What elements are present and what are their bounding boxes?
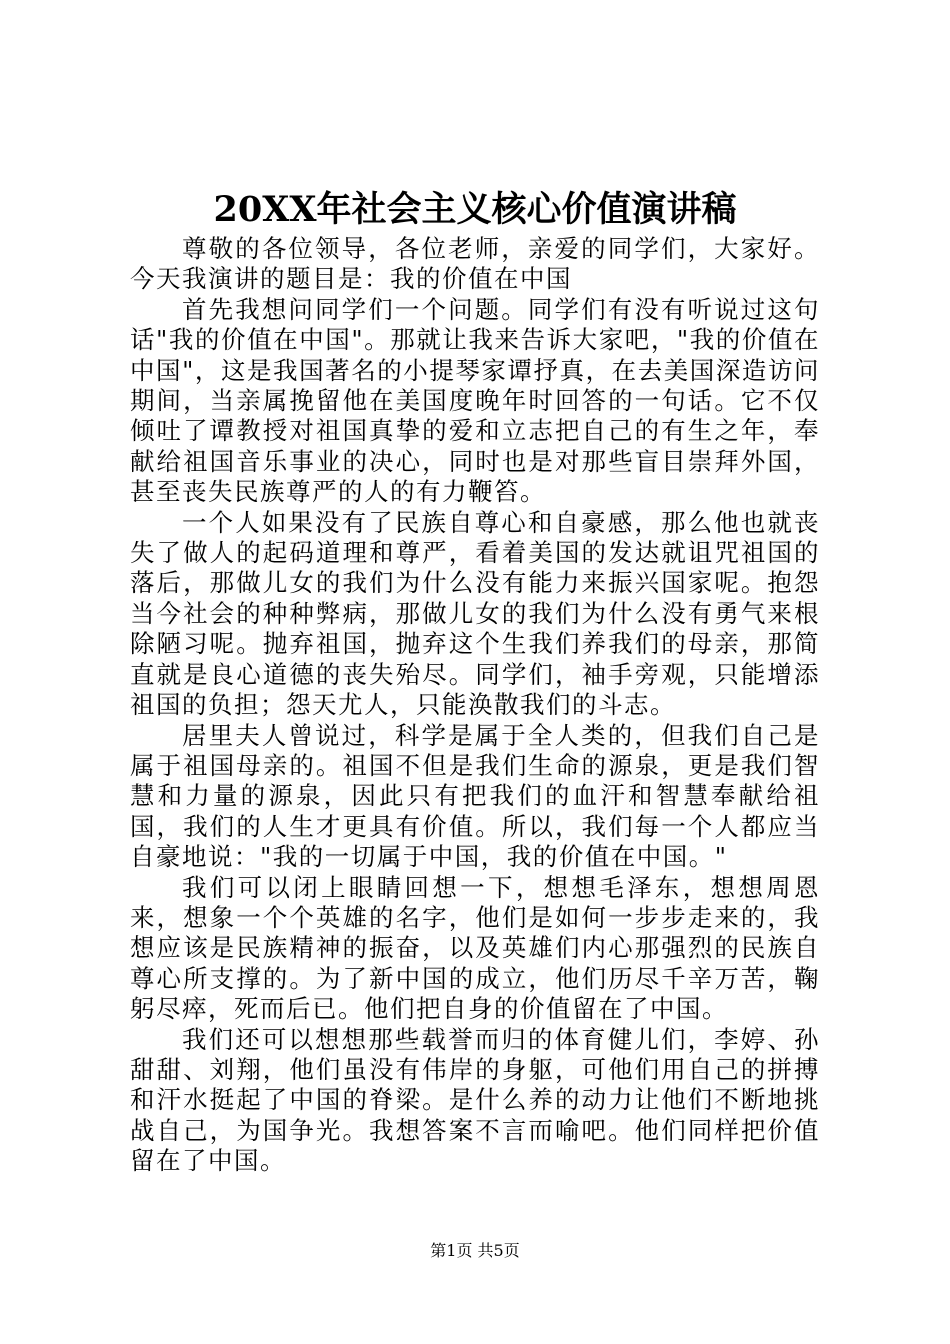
document-body [130, 234, 820, 1177]
paragraph-greeting: 尊敬的各位领导，各位老师，亲爱的同学们，大家好。今天我演讲的题目是：我的价值在中国 [130, 234, 820, 294]
paragraph-athletes: 我们还可以想想那些载誉而归的体育健儿们，李婷、孙甜甜、刘翔，他们虽没有伟岸的身躯，可他们用自己的拼搏和汗水挺起了中国的脊梁。是什么养的动力让他们不断地挑战自己，为国争光。我想答案不言而喻吧。他们同样把价值留在了中国。 [130, 1024, 820, 1176]
page-number-footer: 第1页 共5页 [430, 1241, 520, 1260]
paragraph-curie: 居里夫人曾说过，科学是属于全人类的，但我们自己是属于祖国母亲的。祖国不但是我们生命的源泉，更是我们智慧和力量的源泉，因此只有把我们的血汗和智慧奉献给祖国，我们的人生才更具有价值。所以，我们每一个人都应当自豪地说："我的一切属于中国，我的价值在中国。" [130, 720, 820, 872]
paragraph-dignity: 一个人如果没有了民族自尊心和自豪感，那么他也就丧失了做人的起码道理和尊严，看着美国的发达就诅咒祖国的落后，那做儿女的我们为什么没有能力来振兴国家呢。抱怨当今社会的种种弊病，那做儿女的我们为什么没有勇气来根除陋习呢。抛弃祖国，抛弃这个生我们养我们的母亲，那简直就是良心道德的丧失殆尽。同学们，袖手旁观，只能增添祖国的负担；怨天尤人，只能涣散我们的斗志。 [130, 507, 820, 720]
document-title: 20XX年社会主义核心价值演讲稿 [213, 189, 737, 230]
paragraph-question: 首先我想问同学们一个问题。同学们有没有听说过这句话"我的价值在中国"。那就让我来告诉大家吧，"我的价值在中国"，这是我国著名的小提琴家谭抒真，在去美国深造访问期间，当亲属挽留他在美国度晚年时回答的一句话。它不仅倾吐了谭教授对祖国真挚的爱和立志把自己的有生之年，奉献给祖国音乐事业的决心，同时也是对那些盲目崇拜外国，甚至丧失民族尊严的人的有力鞭笞。 [130, 294, 820, 507]
paragraph-heroes: 我们可以闭上眼睛回想一下，想想毛泽东，想想周恩来，想象一个个英雄的名字，他们是如何一步步走来的，我想应该是民族精神的振奋，以及英雄们内心那强烈的民族自尊心所支撑的。为了新中国的成立，他们历尽千辛万苦，鞠躬尽瘁，死而后已。他们把自身的价值留在了中国。 [130, 872, 820, 1024]
